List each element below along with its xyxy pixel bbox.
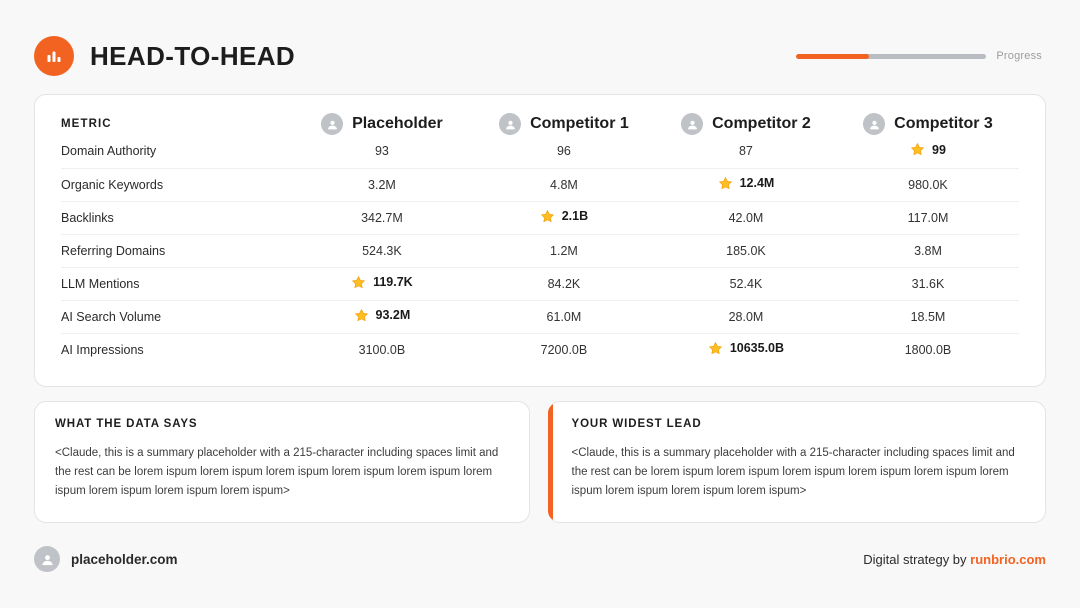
column-header-3: [837, 113, 1019, 135]
panel-what-the-data-says: [34, 401, 530, 523]
metric-value-cell: [655, 333, 837, 366]
value: [548, 277, 581, 291]
value-text: 31.6K: [911, 276, 945, 291]
value-text: 119.7K: [373, 275, 413, 289]
table-header: [61, 113, 1019, 135]
user-avatar-icon: [34, 546, 60, 572]
table-row: [61, 267, 1019, 300]
value-text: 3.8M: [914, 243, 942, 258]
metric-value-cell: [291, 234, 473, 267]
metric-value-cell: [291, 135, 473, 168]
metric-value-cell: [837, 168, 1019, 201]
metric-label: AI Impressions: [61, 333, 291, 366]
metric-value-cell: [837, 135, 1019, 168]
metric-value-cell: [837, 267, 1019, 300]
footer-credit: [863, 552, 1046, 567]
metric-label: Backlinks: [61, 201, 291, 234]
value: [547, 310, 582, 324]
value-text: 87: [738, 144, 753, 159]
panel-body: <Claude, this is a summary placeholder with a 215-character including spaces limit and the rest can be lorem ispum lorem ispum lorem ispum lorem ispum lorem ispum lorem ispum lorem ispum lorem ispum lorem ispum>: [571, 447, 1015, 497]
metric-value-cell: [473, 201, 655, 234]
winning-value: [708, 341, 784, 356]
metric-value-cell: [473, 333, 655, 366]
metric-label: Organic Keywords: [61, 168, 291, 201]
winning-value: [354, 308, 411, 323]
footer-credit-prefix: Digital strategy by: [863, 551, 971, 567]
value: [905, 343, 952, 357]
panel-your-widest-lead: [548, 401, 1047, 523]
metric-value-cell: [291, 168, 473, 201]
metric-value-cell: [655, 234, 837, 267]
comparison-table-card: [34, 94, 1046, 387]
metric-value-cell: [473, 300, 655, 333]
value-text: 18.5M: [910, 309, 946, 324]
winning-value: [718, 176, 775, 191]
value-text: 117.0M: [907, 210, 949, 225]
value-text: 1.2M: [550, 243, 578, 258]
winning-value: [351, 275, 413, 290]
column-label-1: Competitor 1: [530, 115, 629, 132]
metric-label: AI Search Volume: [61, 300, 291, 333]
table-row: [61, 168, 1019, 201]
value: [729, 211, 764, 225]
panel-title: YOUR WIDEST LEAD: [571, 418, 702, 430]
metric-value-cell: [473, 168, 655, 201]
page-title: HEAD-TO-HEAD: [90, 40, 296, 71]
value-text: 1800.0B: [904, 342, 952, 357]
value: [550, 178, 578, 192]
column-header-1: [473, 113, 655, 135]
metric-value-cell: [473, 267, 655, 300]
footer-domain: placeholder.com: [71, 551, 178, 567]
value: [726, 244, 766, 258]
value: [739, 144, 753, 158]
metric-value-cell: [837, 234, 1019, 267]
metric-value-cell: [655, 201, 837, 234]
value: [541, 343, 588, 357]
value-text: 42.0M: [728, 210, 764, 225]
value-text: 99: [932, 142, 946, 157]
user-avatar-icon: [499, 113, 521, 135]
metric-value-cell: [655, 300, 837, 333]
summary-panels: [34, 401, 1046, 523]
metric-value-cell: [291, 300, 473, 333]
value-text: 524.3K: [362, 243, 402, 258]
footer: [34, 539, 1046, 579]
value-text: 52.4K: [729, 276, 763, 291]
value: [557, 144, 571, 158]
value: [550, 244, 578, 258]
table-row: [61, 201, 1019, 234]
metric-value-cell: [837, 300, 1019, 333]
table-row: [61, 234, 1019, 267]
value-text: 84.2K: [547, 276, 581, 291]
value: [911, 310, 946, 324]
panel-title: WHAT THE DATA SAYS: [55, 418, 198, 430]
value: [361, 211, 403, 225]
value: [908, 178, 948, 192]
progress-bar-fill: [796, 54, 868, 59]
user-avatar-icon: [863, 113, 885, 135]
winning-value: [910, 142, 946, 157]
column-label-0: Placeholder: [352, 115, 443, 132]
metric-value-cell: [291, 267, 473, 300]
table-row: [61, 333, 1019, 366]
column-header-0: [291, 113, 473, 135]
metric-label: LLM Mentions: [61, 267, 291, 300]
metric-label: Domain Authority: [61, 144, 157, 159]
value-text: 4.8M: [550, 177, 578, 192]
user-avatar-icon: [681, 113, 703, 135]
column-header-2: [655, 113, 837, 135]
progress-indicator: [796, 50, 1046, 62]
metric-value-cell: [837, 333, 1019, 366]
metric-value-cell: [291, 201, 473, 234]
header: [0, 0, 1080, 84]
table-row: [61, 300, 1019, 333]
value: [908, 211, 949, 225]
value-text: 3100.0B: [358, 342, 406, 357]
metric-value-cell: [655, 168, 837, 201]
metric-value-cell: [655, 135, 837, 168]
value-text: 12.4M: [739, 176, 775, 190]
panel-body: <Claude, this is a summary placeholder with a 215-character including spaces limit and the rest can be lorem ispum lorem ispum lorem ispum lorem ispum lorem ispum lorem ispum lorem ispum lorem ispum lorem ispum>: [55, 447, 499, 497]
metric-value-cell: [473, 234, 655, 267]
value-text: 980.0K: [908, 177, 948, 192]
progress-label: Progress: [996, 50, 1042, 62]
value: [375, 144, 389, 158]
metric-value-cell: [655, 267, 837, 300]
value-text: 93: [374, 144, 389, 159]
winning-value: [540, 209, 588, 224]
value-text: 96: [556, 144, 571, 159]
value: [359, 343, 406, 357]
comparison-table: [61, 113, 1019, 366]
column-label-3: Competitor 3: [894, 115, 993, 132]
value-text: 10635.0B: [729, 341, 785, 356]
footer-credit-brand[interactable]: runbrio.com: [970, 551, 1046, 567]
table-row: [61, 135, 1019, 168]
value: [362, 244, 402, 258]
value-text: 3.2M: [368, 177, 396, 192]
value: [912, 277, 945, 291]
value-text: 7200.0B: [540, 342, 588, 357]
value-text: 61.0M: [546, 309, 582, 324]
bar-chart-icon: [34, 36, 74, 76]
value-text: 342.7M: [361, 210, 403, 225]
table-body: [61, 135, 1019, 366]
value: [730, 277, 763, 291]
metric-value-cell: [837, 201, 1019, 234]
value-text: 93.2M: [375, 308, 411, 322]
value-text: 2.1B: [561, 209, 589, 223]
value: [914, 244, 942, 258]
column-header-metric: METRIC: [61, 118, 112, 130]
metric-value-cell: [291, 333, 473, 366]
metric-label: Referring Domains: [61, 234, 291, 267]
value-text: 28.0M: [728, 309, 764, 324]
column-label-2: Competitor 2: [712, 115, 811, 132]
value: [368, 178, 396, 192]
metric-value-cell: [473, 135, 655, 168]
value-text: 185.0K: [726, 243, 766, 258]
progress-bar-track: [796, 54, 986, 59]
user-avatar-icon: [321, 113, 343, 135]
value: [729, 310, 764, 324]
